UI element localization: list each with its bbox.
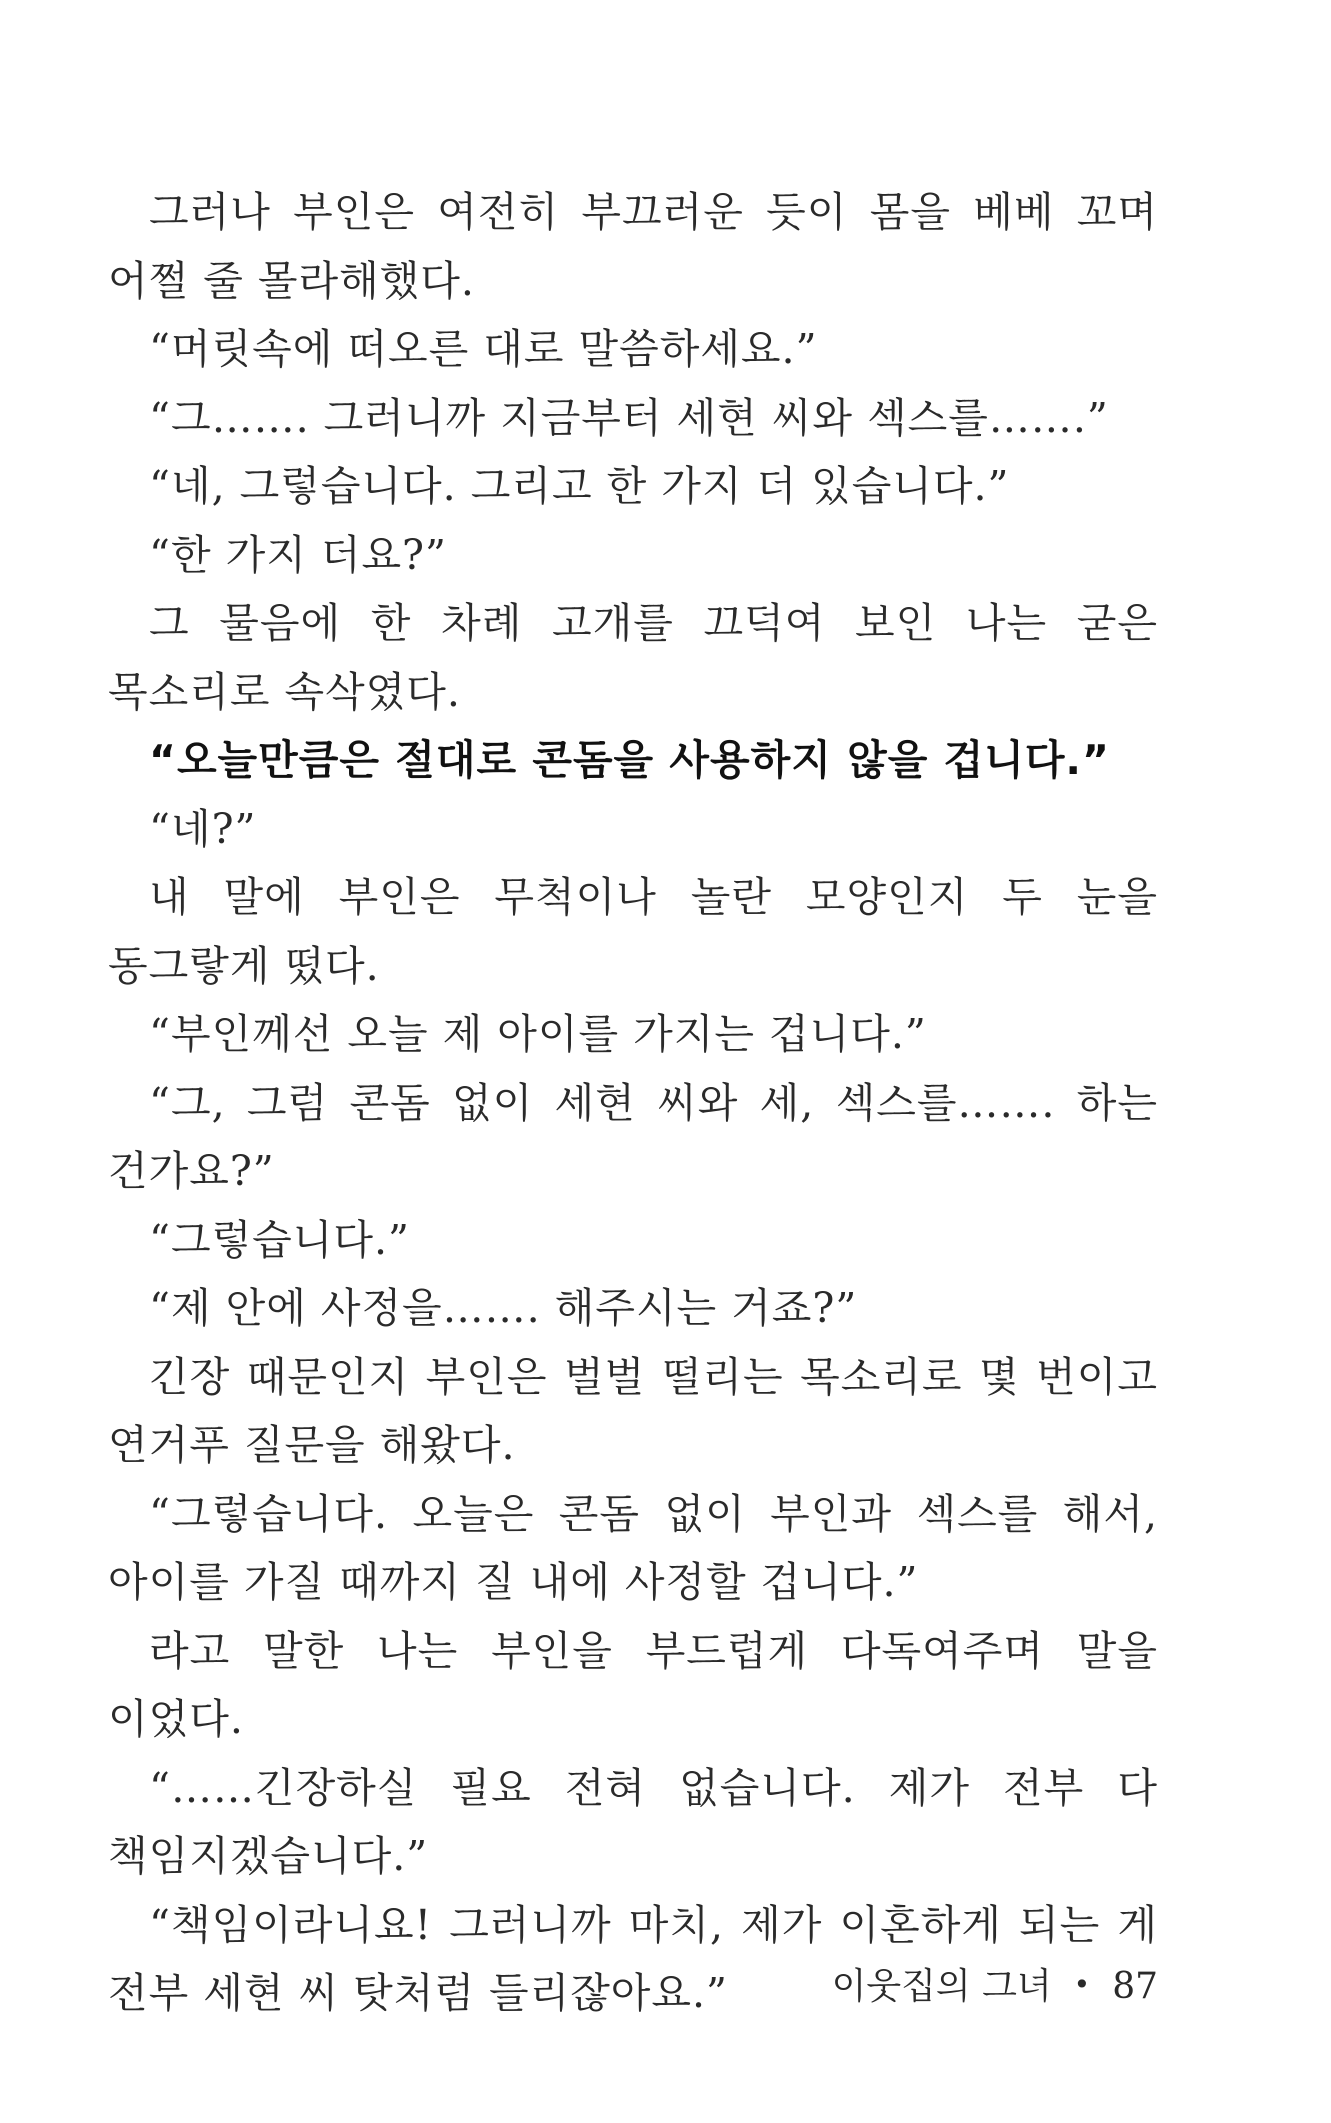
paragraph-8: “네?” bbox=[149, 804, 257, 853]
page-number: 87 bbox=[1112, 1966, 1158, 2007]
running-title: 이웃집의 그녀 bbox=[831, 1966, 1052, 2007]
paragraph-13: “제 안에 사정을……. 해주시는 거죠?” bbox=[149, 1284, 858, 1332]
paragraph-10: “부인께선 오늘 제 아이를 가지는 겁니다.” bbox=[149, 1010, 927, 1058]
paragraph-15: “그렇습니다. 오늘은 콘돔 없이 부인과 섹스를 해서, 아이를 가질 때까지 질 내에 사정할 겁니다.” bbox=[108, 1489, 1158, 1606]
paragraph-17: “……긴장하실 필요 전혀 없습니다. 제가 전부 다 책임지겠습니다.” bbox=[108, 1763, 1158, 1880]
paragraph-12: “그렇습니다.” bbox=[149, 1215, 410, 1264]
paragraph-3: “그……. 그러니까 지금부터 세현 씨와 섹스를…….” bbox=[149, 393, 1109, 442]
paragraph-16: 라고 말한 나는 부인을 부드럽게 다독여주며 말을 이었다. bbox=[108, 1626, 1158, 1743]
paragraph-6: 그 물음에 한 차례 고개를 끄덕여 보인 나는 굳은 목소리로 속삭였다. bbox=[108, 599, 1158, 716]
paragraph-5: “한 가지 더요?” bbox=[149, 530, 447, 579]
paragraph-4: “네, 그렇습니다. 그리고 한 가지 더 있습니다.” bbox=[149, 462, 1010, 510]
paragraph-9: 내 말에 부인은 무척이나 놀란 모양인지 두 눈을 동그랗게 떴다. bbox=[108, 873, 1158, 990]
paragraph-7-emphasis: “오늘만큼은 절대로 콘돔을 사용하지 않을 겁니다.” bbox=[149, 736, 1110, 784]
body-text bbox=[108, 178, 1158, 2028]
paragraph-18: “책임이라니요! 그러니까 마치, 제가 이혼하게 되는 게 전부 세현 씨 탓처럼 들리잖아요.” bbox=[108, 1900, 1158, 2017]
paragraph-2: “머릿속에 떠오른 대로 말씀하세요.” bbox=[149, 325, 818, 373]
page-footer bbox=[832, 1958, 1158, 2009]
paragraph-14: 긴장 때문인지 부인은 벌벌 떨리는 목소리로 몇 번이고 연거푸 질문을 해왔다. bbox=[108, 1352, 1158, 1469]
paragraph-1: 그러나 부인은 여전히 부끄러운 듯이 몸을 베베 꼬며 어쩔 줄 몰라해했다. bbox=[108, 188, 1158, 305]
footer-separator: • bbox=[1073, 1968, 1091, 2001]
paragraph-11: “그, 그럼 콘돔 없이 세현 씨와 세, 섹스를……. 하는 건가요?” bbox=[108, 1078, 1158, 1195]
